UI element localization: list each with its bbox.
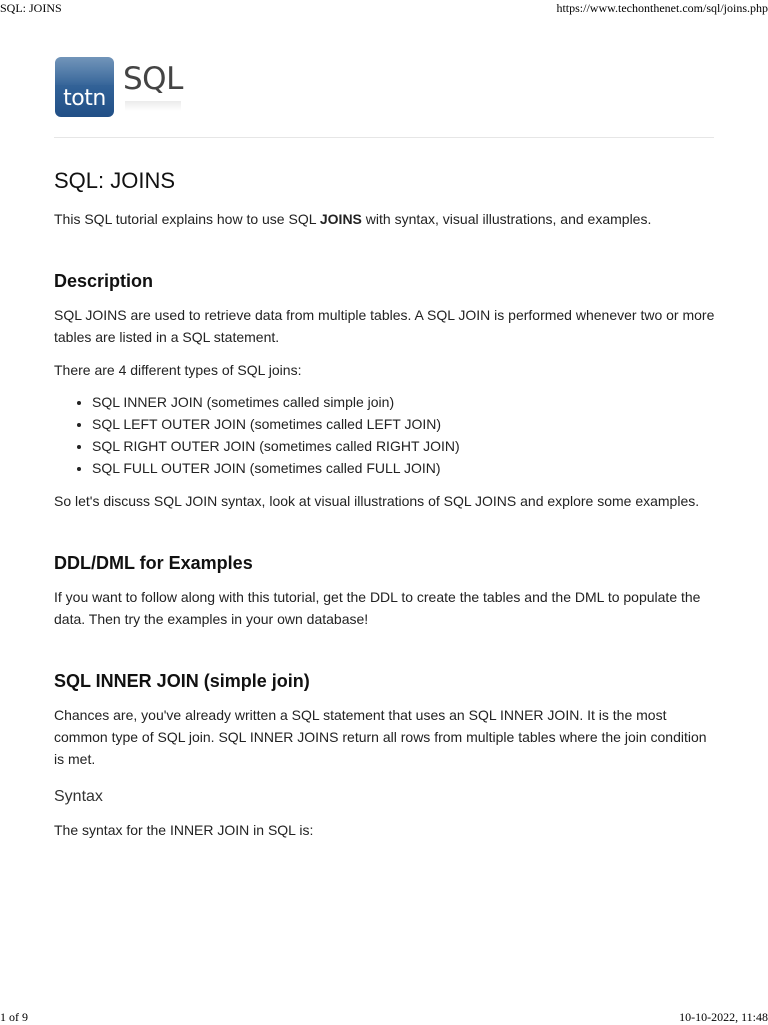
join-types-list (54, 391, 718, 479)
list-item: • SQL RIGHT OUTER JOIN (sometimes called RIGHT JOIN) (92, 435, 718, 457)
ddl-dml-heading: DDL/DML for Examples (54, 553, 253, 573)
ddl-dml-paragraph: If you want to follow along with this tutorial, get the DDL to create the tables and the DML to populate the data. Then try the examples in your own database! (54, 589, 701, 627)
list-item: • SQL INNER JOIN (sometimes called simple join) (92, 391, 718, 413)
logo-section-text: SQL (123, 61, 183, 97)
print-header (0, 1, 768, 15)
print-footer (0, 1010, 768, 1024)
description-heading: Description (54, 271, 154, 291)
list-item: • SQL LEFT OUTER JOIN (sometimes called LEFT JOIN) (92, 413, 718, 435)
intro-bold-term: JOINS (319, 211, 362, 227)
print-header-url: https://www.techonthenet.com/sql/joins.php (556, 1, 768, 15)
inner-join-paragraph: Chances are, you've already written a SQL statement that uses an SQL INNER JOIN. It is the most common type of SQL join. SQL INNER JOINS return all rows from multiple tables where the join condition is met. (54, 707, 707, 767)
description-paragraph: SQL JOINS are used to retrieve data from multiple tables. A SQL JOIN is performed whenever two or more tables are listed in a SQL statement. (54, 307, 715, 345)
list-item: • SQL FULL OUTER JOIN (sometimes called FULL JOIN) (92, 457, 718, 479)
intro-text-before: This SQL tutorial explains how to use SQL (54, 211, 320, 227)
page-number: 1 of 9 (0, 1010, 28, 1024)
header-divider (54, 137, 714, 138)
inner-join-heading: SQL INNER JOIN (simple join) (54, 671, 310, 691)
logo-mark-text: totn (63, 86, 106, 111)
discuss-paragraph: So let's discuss SQL JOIN syntax, look at visual illustrations of SQL JOINS and explore some examples. (54, 493, 700, 509)
article-content (54, 168, 718, 841)
page-title: SQL: JOINS (54, 168, 176, 193)
syntax-paragraph: The syntax for the INNER JOIN in SQL is: (54, 822, 314, 838)
print-datetime: 10-10-2022, 11:48 (679, 1010, 768, 1024)
join-types-intro: There are 4 different types of SQL joins: (54, 362, 302, 378)
intro-paragraph (54, 208, 718, 230)
intro-text-after: with syntax, visual illustrations, and examples. (361, 211, 652, 227)
syntax-heading: Syntax (54, 788, 103, 805)
totn-logo-icon (55, 57, 114, 117)
print-header-title: SQL: JOINS (0, 1, 62, 15)
site-logo[interactable] (55, 56, 183, 118)
